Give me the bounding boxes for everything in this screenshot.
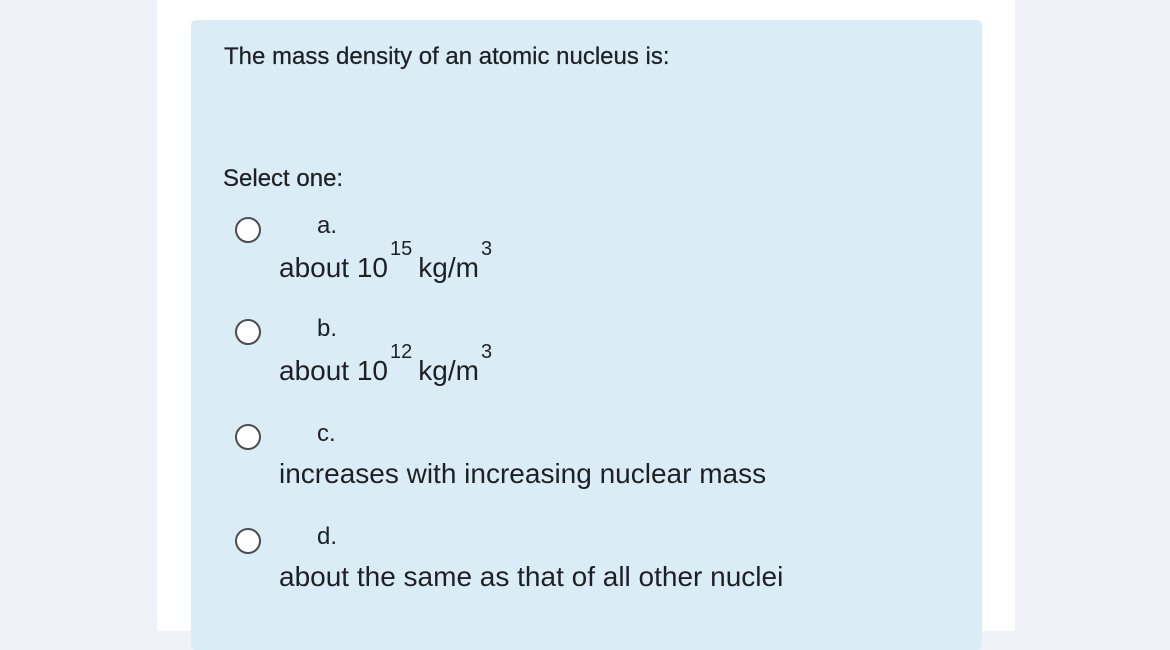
radio-button-b[interactable] xyxy=(235,319,261,345)
answer-unit-exponent-a: 3 xyxy=(480,238,493,260)
answer-exponent-b: 12 xyxy=(390,341,413,363)
answer-letter-b: b. xyxy=(317,315,338,342)
question-text: The mass density of an atomic nucleus is: xyxy=(224,43,670,70)
answer-text-c: increases with increasing nuclear mass xyxy=(279,458,767,489)
answer-unit-b: kg/m xyxy=(418,355,479,386)
answer-letter-d: d. xyxy=(317,523,338,550)
answer-prefix-b: about 10 xyxy=(279,355,388,386)
answer-letter-c: c. xyxy=(317,420,336,447)
select-one-prompt: Select one: xyxy=(223,165,344,192)
answer-prefix-a: about 10 xyxy=(279,252,388,283)
radio-button-a[interactable] xyxy=(235,217,261,243)
radio-button-c[interactable] xyxy=(235,424,261,450)
question-panel xyxy=(191,20,982,650)
answer-exponent-a: 15 xyxy=(390,238,413,260)
answer-unit-exponent-b: 3 xyxy=(480,341,493,363)
answer-letter-a: a. xyxy=(317,212,338,239)
radio-button-d[interactable] xyxy=(235,528,261,554)
answer-unit-a: kg/m xyxy=(418,252,479,283)
answer-text-d: about the same as that of all other nuclei xyxy=(279,561,784,592)
answer-text-b xyxy=(279,341,498,387)
answer-text-a xyxy=(279,238,498,284)
